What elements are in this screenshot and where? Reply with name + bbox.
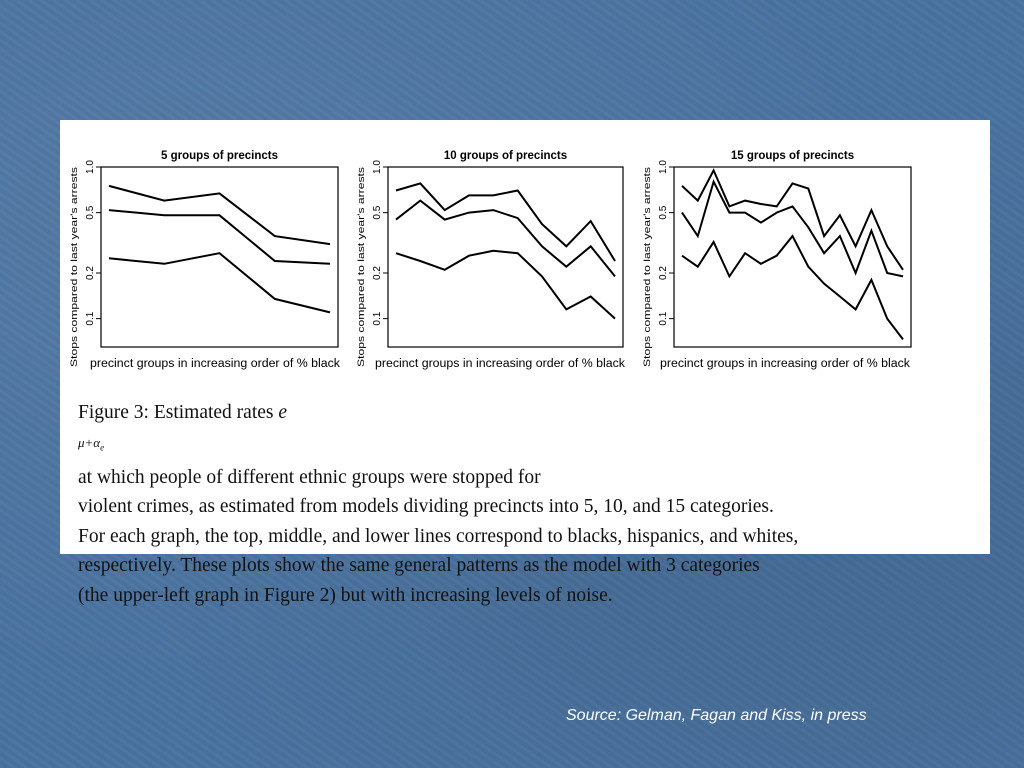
plot-3-series-line-3 <box>682 236 903 339</box>
plot-2-ytick-label-1: 0.1 <box>372 311 383 326</box>
caption-line-2: violent crimes, as estimated from models dividing precincts into 5, 10, and 15 categories. <box>78 496 774 518</box>
figure-panel <box>60 120 990 606</box>
plot-xlabel-2: precinct groups in increasing order of % black <box>375 358 626 370</box>
plot-1-ytick-label-4: 1.0 <box>85 160 96 174</box>
caption-line-1: Figure 3: Estimated rates e $\mu+\alpha_e$ at which people of different ethnic groups were stopped for <box>78 398 978 492</box>
caption-exp-base: e <box>278 402 288 423</box>
caption-exponent: $\mu+\alpha_e$ <box>78 434 105 453</box>
figure-caption <box>78 398 978 610</box>
plot-title-2: 10 groups of precincts <box>443 150 568 162</box>
plot-1-series-line-2 <box>109 210 330 264</box>
figure-plots <box>60 120 990 380</box>
plot-ylabel-3: Stops compared to last year's arrests <box>642 210 653 367</box>
plot-2-ytick-label-4: 1.0 <box>372 160 383 174</box>
plot-3-ytick-label-3: 0.5 <box>658 205 669 220</box>
plot-1-ytick-label-1: 0.1 <box>85 311 96 326</box>
plot-title-3: 15 groups of precincts <box>730 150 855 162</box>
caption-line-4: respectively. These plots show the same general patterns as the model with 3 categories <box>78 555 760 577</box>
caption-line-3: For each graph, the top, middle, and lower lines correspond to blacks, hispanics, and whites, <box>78 525 799 547</box>
plot-2-ytick-label-2: 0.2 <box>372 266 383 280</box>
plot-3-ytick-label-1: 0.1 <box>658 311 669 326</box>
plot-2-series-line-1 <box>396 183 615 261</box>
plot-frame-2 <box>388 167 623 347</box>
plot-ylabel-1: Stops compared to last year's arrests <box>69 210 80 367</box>
plot-3-ytick-label-2: 0.2 <box>658 266 669 280</box>
plot-3-series-line-2 <box>682 182 903 277</box>
plot-1-ytick-label-3: 0.5 <box>85 205 96 220</box>
plot-xlabel-1: precinct groups in increasing order of % black <box>90 358 341 370</box>
plot-1-ytick-label-2: 0.2 <box>85 266 96 280</box>
plot-xlabel-3: precinct groups in increasing order of % black <box>660 358 911 370</box>
caption-line-5: (the upper-left graph in Figure 2) but with increasing levels of noise. <box>78 584 613 606</box>
plot-2-series-line-3 <box>396 251 615 319</box>
source-credit: Source: Gelman, Fagan and Kiss, in press <box>566 707 867 724</box>
plot-title-1: 5 groups of precincts <box>161 150 278 162</box>
plot-3-ytick-label-4: 1.0 <box>658 160 669 174</box>
charts-svg <box>60 120 990 380</box>
plot-2-ytick-label-3: 0.5 <box>372 205 383 220</box>
plot-ylabel-2: Stops compared to last year's arrests <box>356 210 367 367</box>
